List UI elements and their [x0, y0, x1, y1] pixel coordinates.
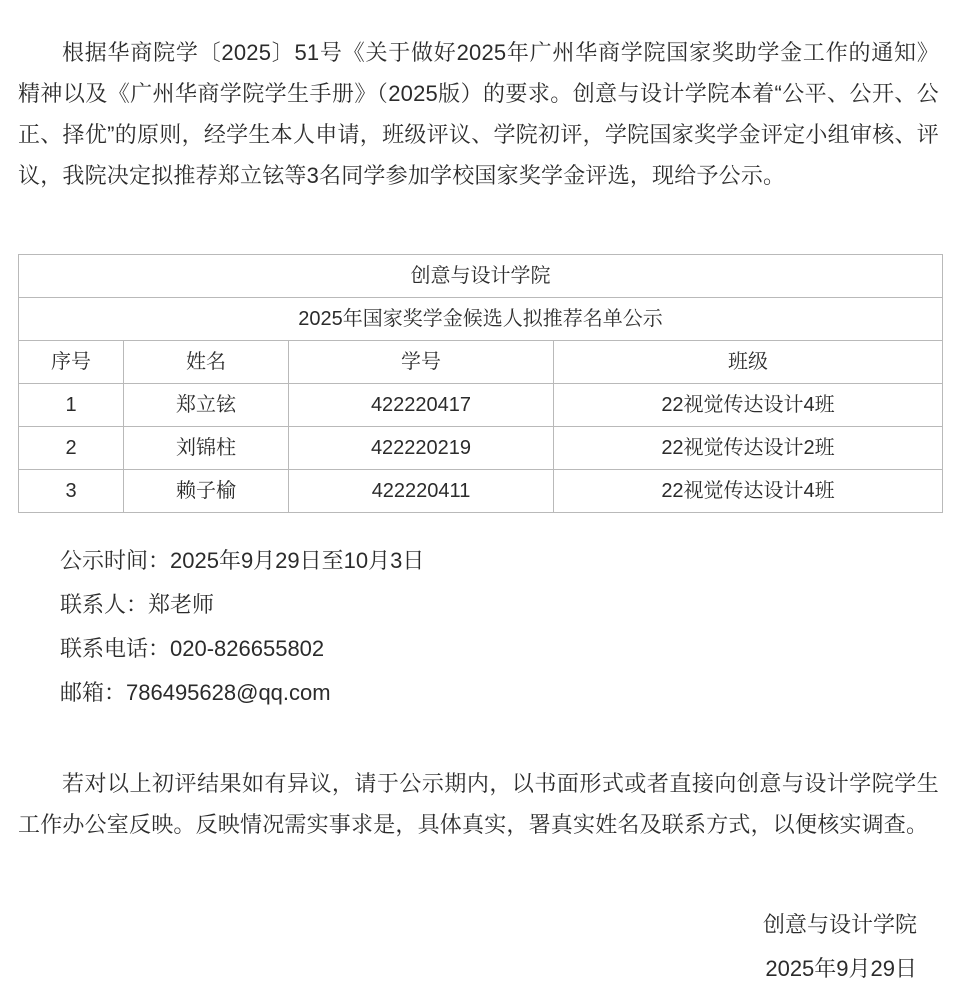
column-header-name: 姓名 [124, 341, 289, 384]
cell-no: 3 [19, 470, 124, 513]
signature-date: 2025年9月29日 [765, 956, 917, 981]
signature-department: 创意与设计学院 [762, 912, 917, 937]
cell-class: 22视觉传达设计4班 [554, 470, 943, 513]
table-header-row [19, 341, 943, 384]
column-header-no: 序号 [19, 341, 124, 384]
table-row [19, 470, 943, 513]
cell-no: 2 [19, 427, 124, 470]
table-title-row-1 [19, 255, 943, 298]
column-header-class: 班级 [554, 341, 943, 384]
contact-person: 联系人：郑老师 [60, 592, 215, 617]
table-title-line2: 2025年国家奖学金候选人拟推荐名单公示 [19, 298, 943, 341]
spacer [18, 218, 939, 254]
table-title-row-2 [19, 298, 943, 341]
table-row [19, 384, 943, 427]
spacer [18, 867, 939, 903]
contact-email: 邮箱：786495628@qq.com [60, 680, 331, 705]
cell-student-id: 422220411 [289, 470, 554, 513]
spacer [18, 513, 939, 539]
table-row [19, 427, 943, 470]
cell-student-id: 422220219 [289, 427, 554, 470]
cell-no: 1 [19, 384, 124, 427]
signature-block [18, 903, 939, 991]
cell-student-id: 422220417 [289, 384, 554, 427]
publicity-period: 公示时间：2025年9月29日至10月3日 [60, 548, 425, 573]
intro-paragraph: 根据华商院学〔2025〕51号《关于做好2025年广州华商学院国家奖助学金工作的通知》精神以及《广州华商学院学生手册》（2025版）的要求。创意与设计学院本着“公平、公开、公正、择优”的原则，经学生本人申请，班级评议、学院初评，学院国家奖学金评定小组审核、评议，我院决定拟推荐郑立铉等3名同学参加学校国家奖学金评选，现给予公示。 [18, 40, 939, 188]
cell-name: 刘锦柱 [124, 427, 289, 470]
cell-class: 22视觉传达设计4班 [554, 384, 943, 427]
contact-phone: 联系电话：020-826655802 [60, 636, 325, 661]
table-title-line1: 创意与设计学院 [19, 255, 943, 298]
spacer [18, 715, 939, 741]
objection-paragraph: 若对以上初评结果如有异议，请于公示期内，以书面形式或者直接向创意与设计学院学生工作办公室反映。反映情况需实事求是，具体真实，署真实姓名及联系方式，以便核实调查。 [18, 771, 939, 837]
cell-name: 郑立铉 [124, 384, 289, 427]
column-header-student-id: 学号 [289, 341, 554, 384]
candidate-table [18, 254, 943, 513]
cell-name: 赖子榆 [124, 470, 289, 513]
contact-info-block [18, 539, 939, 715]
cell-class: 22视觉传达设计2班 [554, 427, 943, 470]
